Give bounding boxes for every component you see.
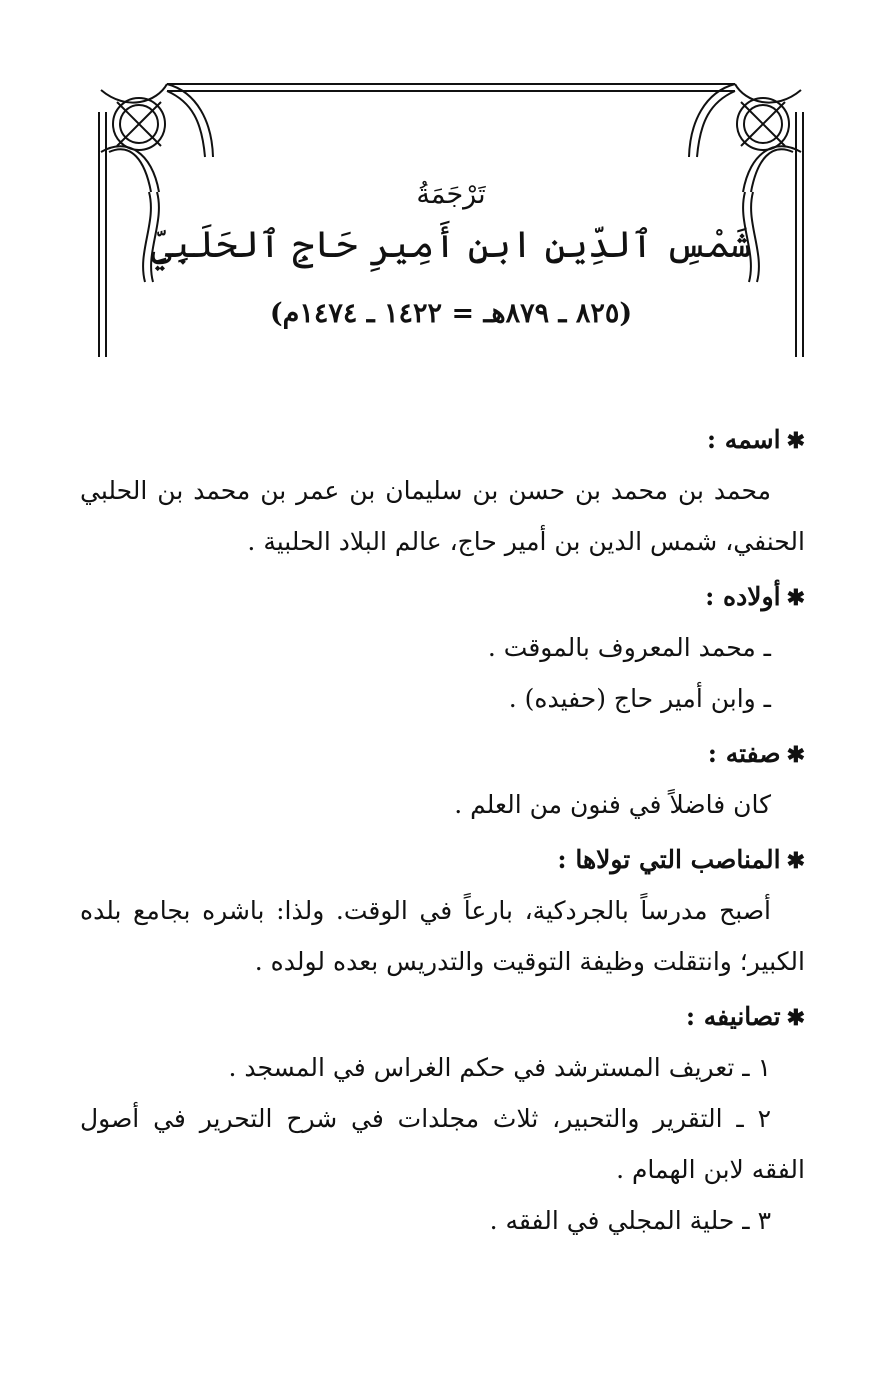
bullet-star-icon: ✱ <box>786 428 805 454</box>
works-item: ٣ ـ حلية المجلي في الفقه . <box>489 1206 771 1235</box>
section-heading-positions: ✱المناصب التي تولاها : <box>557 845 805 874</box>
bullet-star-icon: ✱ <box>786 585 805 611</box>
trait-paragraph: كان فاضلاً في فنون من العلم . <box>454 790 771 819</box>
biography-label: تَرْجَمَةُ <box>416 179 486 210</box>
children-item: ـ محمد المعروف بالموقت . <box>487 633 771 662</box>
life-dates: (٨٢٥ ـ ٨٧٩هـ = ١٤٢٢ ـ ١٤٧٤م) <box>269 298 633 329</box>
bullet-star-icon: ✱ <box>786 742 805 768</box>
section-heading-works: ✱تصانيفه : <box>685 1002 805 1031</box>
section-heading-name: ✱اسمه : <box>706 425 805 454</box>
children-item: ـ وابن أمير حاج (حفيده) . <box>508 684 771 713</box>
bullet-star-icon: ✱ <box>786 1005 805 1031</box>
works-item: ١ ـ تعريف المسترشد في حكم الغراس في المسجد . <box>228 1053 771 1082</box>
bullet-star-icon: ✱ <box>786 848 805 874</box>
biography-content <box>80 420 805 1246</box>
positions-paragraph: أصبح مدرساً بالجردكية، بارعاً في الوقت. ولذا: باشره بجامع بلده الكبير؛ وانتقلت وظيفة التوقيت والتدريس بعده لولده . <box>80 896 805 976</box>
name-paragraph: محمد بن محمد بن حسن بن سليمان بن عمر بن محمد بن الحلبي الحنفي، شمس الدين بن أمير حاج، عالم البلاد الحلبية . <box>80 476 805 556</box>
section-heading-children: ✱أولاده : <box>705 582 805 611</box>
person-name-title: شَمْسِ ٱلدِّينِ ابنِ أَمِيرِ حَاجِ ٱلحَلَبِيِّ <box>150 223 752 266</box>
section-heading-trait: ✱صفته : <box>707 739 805 768</box>
title-block <box>97 175 805 339</box>
works-item: ٢ ـ التقرير والتحبير، ثلاث مجلدات في شرح التحرير في أصول الفقه لابن الهمام . <box>80 1104 805 1184</box>
